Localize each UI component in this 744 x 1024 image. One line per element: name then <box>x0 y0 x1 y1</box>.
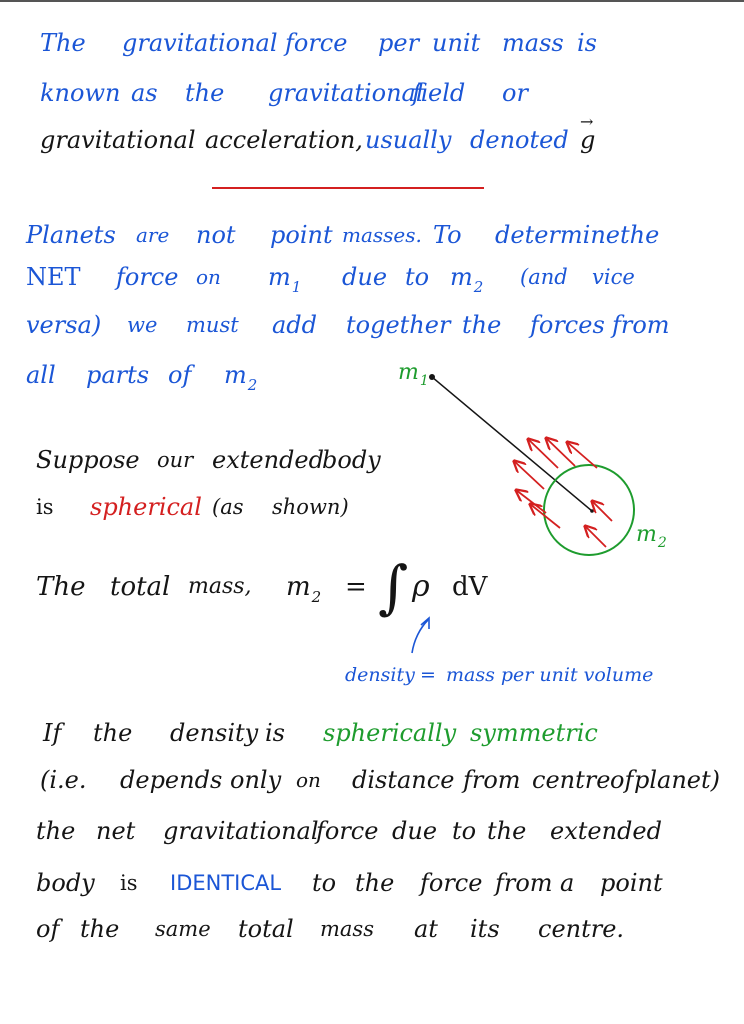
word: acceleration, <box>205 126 363 154</box>
word: centre. <box>538 915 625 943</box>
word: net <box>96 817 136 845</box>
word: a <box>560 869 575 897</box>
word: total <box>110 572 171 602</box>
subscript-2: 2 <box>473 278 484 296</box>
equals-sign: = <box>420 664 436 686</box>
word: distance <box>352 766 455 794</box>
word: usually <box>365 126 452 154</box>
word: gravitational <box>268 79 424 107</box>
m2-symbol <box>286 572 321 605</box>
equals-sign: = <box>345 572 367 602</box>
word: the <box>93 719 133 747</box>
sphere-centre <box>590 509 594 513</box>
word: gravitational <box>163 817 319 845</box>
word: on <box>296 768 321 792</box>
word-density: density <box>345 664 415 686</box>
word: body <box>36 869 95 897</box>
word: the <box>80 915 120 943</box>
word: extended <box>550 817 662 845</box>
word: centre <box>532 766 611 794</box>
word: we <box>127 313 158 337</box>
subscript-1: 1 <box>419 373 429 389</box>
word: the <box>185 79 225 107</box>
m2-diagram-label <box>636 522 667 551</box>
word: from <box>612 311 670 339</box>
vector-g-symbol: g <box>580 126 596 154</box>
word: same <box>155 917 211 941</box>
subscript-1: 1 <box>291 278 302 296</box>
word: force <box>316 817 379 845</box>
subscript-2: 2 <box>247 376 258 394</box>
word: parts <box>86 361 150 389</box>
density-definition: mass per unit volume <box>446 664 654 686</box>
word: of <box>610 766 634 794</box>
word: planet) <box>634 766 721 794</box>
word-identical: IDENTICAL <box>170 871 282 895</box>
word: mass <box>502 29 564 57</box>
word: from <box>463 766 521 794</box>
word: the <box>462 311 502 339</box>
word: not <box>196 221 236 249</box>
word: the <box>620 221 660 249</box>
word: is <box>577 29 597 57</box>
word: the <box>36 817 76 845</box>
m1-diagram-label <box>398 360 429 389</box>
word-spherical: spherical <box>90 493 202 521</box>
word: mass, <box>188 574 252 599</box>
m-letter: m <box>398 360 419 385</box>
word: Suppose <box>36 446 140 474</box>
word: our <box>157 448 194 472</box>
word: per <box>378 29 420 57</box>
word: known <box>40 79 121 107</box>
word: vice <box>592 265 635 289</box>
word: To <box>433 221 462 249</box>
m-letter: m <box>286 572 311 602</box>
word: shown) <box>272 495 349 519</box>
force-arrow <box>528 439 558 468</box>
word: is <box>36 495 54 519</box>
force-arrow <box>567 442 597 468</box>
word: gravitational <box>40 126 196 154</box>
m-letter: m <box>268 263 291 291</box>
word: Planets <box>26 221 116 249</box>
word: due <box>392 817 438 845</box>
subscript-2: 2 <box>657 535 667 551</box>
word: must <box>186 313 239 337</box>
word: are <box>136 223 170 247</box>
word: or <box>502 79 528 107</box>
word: (i.e. <box>40 766 87 794</box>
word: masses. <box>342 223 422 247</box>
word: force <box>116 263 179 291</box>
force-arrow <box>585 526 606 547</box>
integral-sign: ∫ <box>378 553 409 621</box>
word: field <box>412 79 466 107</box>
word-spherically: spherically <box>323 719 457 747</box>
word: on <box>196 265 221 289</box>
word: density <box>170 719 259 747</box>
word: depends <box>120 766 223 794</box>
m-letter: m <box>636 522 657 547</box>
word: from <box>495 869 553 897</box>
word: force <box>420 869 483 897</box>
word: is <box>265 719 285 747</box>
word: the <box>355 869 395 897</box>
m-letter: m <box>450 263 473 291</box>
word: body <box>322 446 381 474</box>
word: gravitational <box>122 29 278 57</box>
word: (and <box>520 265 568 289</box>
word: due <box>342 263 388 291</box>
rho-symbol: ρ <box>412 569 430 604</box>
force-arrow <box>516 490 546 513</box>
density-pointer <box>412 620 428 653</box>
vector-arrow-icon: → <box>580 112 594 131</box>
word: to <box>452 817 477 845</box>
word: add <box>272 311 318 339</box>
word: versa) <box>26 311 102 339</box>
word: forces <box>530 311 605 339</box>
word: at <box>414 915 438 943</box>
word: the <box>487 817 527 845</box>
word: all <box>26 361 56 389</box>
word: NET <box>26 263 81 291</box>
word: of <box>36 915 60 943</box>
force-arrow <box>592 501 612 521</box>
m1-point <box>429 374 435 380</box>
word: force <box>285 29 348 57</box>
word: is <box>120 871 138 895</box>
word: determine <box>495 221 620 249</box>
word: The <box>40 29 86 57</box>
word: extended <box>212 446 324 474</box>
force-arrow <box>514 461 544 489</box>
word: only <box>230 766 282 794</box>
word: its <box>470 915 500 943</box>
word: unit <box>432 29 481 57</box>
word: of <box>168 361 192 389</box>
word: to <box>405 263 430 291</box>
word: denoted <box>470 126 569 154</box>
sphere-circle <box>544 465 634 555</box>
dv-symbol: dV <box>452 572 488 602</box>
word: as <box>131 79 158 107</box>
word: (as <box>212 495 244 519</box>
m-letter: m <box>224 361 247 389</box>
word: total <box>238 915 294 943</box>
word: point <box>600 869 663 897</box>
force-arrows <box>514 438 612 547</box>
word-symmetric: symmetric <box>470 719 598 747</box>
word: together <box>346 311 451 339</box>
word: mass <box>320 917 374 941</box>
word: point <box>270 221 333 249</box>
word: If <box>43 719 62 747</box>
subscript-2: 2 <box>311 588 322 606</box>
word: to <box>312 869 337 897</box>
word: The <box>36 572 86 602</box>
